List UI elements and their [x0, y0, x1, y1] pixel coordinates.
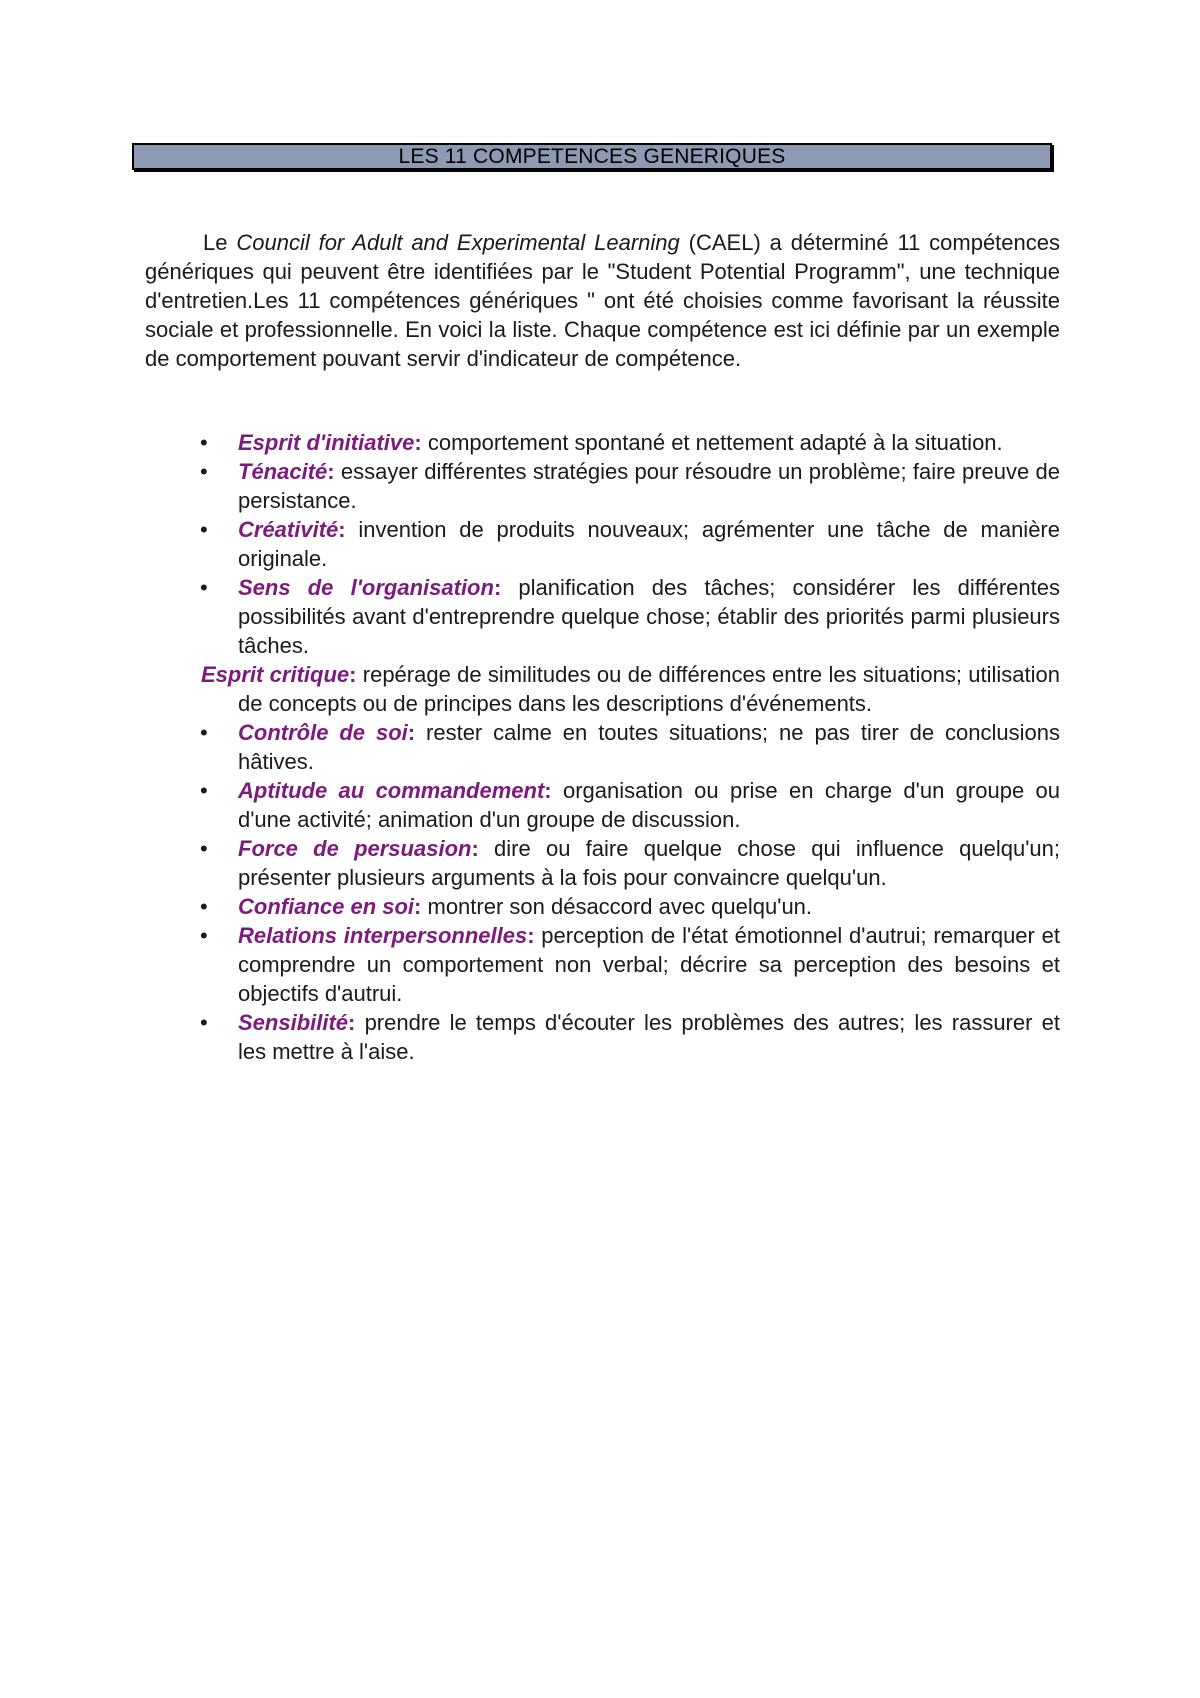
list-item-controle-soi: [145, 718, 1060, 776]
competence-definition: montrer son désaccord avec quelqu'un.: [421, 894, 813, 919]
competence-term: Contrôle de soi: [238, 720, 408, 745]
list-item-sensibilite: [145, 1008, 1060, 1066]
competence-term: Ténacité: [238, 459, 328, 484]
competence-colon: :: [471, 836, 479, 861]
competence-definition: dire ou faire quelque chose qui influence quelqu'un; présenter plusieurs arguments à la fois pour convaincre quelqu'un.: [238, 836, 1060, 890]
competence-term: Esprit critique: [201, 662, 350, 687]
competence-term: Relations interpersonnelles: [238, 923, 528, 948]
competence-colon: :: [407, 720, 416, 745]
competence-term: Créativité: [238, 517, 339, 542]
competence-definition: perception de l'état émotionnel d'autrui; remarquer et comprendre un comportement non verbal; décrire sa perception des besoins et objectifs d'autrui.: [238, 923, 1060, 1006]
competence-term: Sensibilité: [238, 1010, 349, 1035]
bullet-icon: •: [200, 720, 208, 745]
competence-colon: :: [493, 575, 502, 600]
competence-colon: :: [349, 662, 357, 687]
competence-colon: :: [348, 1010, 356, 1035]
bullet-icon: •: [200, 1010, 208, 1035]
competence-term: Confiance en soi: [238, 894, 415, 919]
title-banner: [132, 143, 1052, 170]
competence-definition: repérage de similitudes ou de différences entre les situations; utilisation de concepts ou de principes dans les descriptions d'événements.: [238, 662, 1060, 716]
bullet-icon: •: [200, 923, 208, 948]
bullet-icon: •: [200, 517, 208, 542]
competences-list: [145, 428, 1060, 1066]
intro-part-1: Le: [203, 230, 237, 255]
bullet-icon: •: [200, 778, 208, 803]
competence-definition: invention de produits nouveaux; agrémenter une tâche de manière originale.: [238, 517, 1060, 571]
list-item-esprit-initiative: [145, 428, 1060, 457]
list-item-force-persuasion: [145, 834, 1060, 892]
competence-colon: :: [527, 923, 535, 948]
competence-term: Aptitude au commandement: [238, 778, 545, 803]
organization-name: Council for Adult and Experimental Learning: [236, 230, 680, 255]
competence-colon: :: [327, 459, 335, 484]
bullet-icon: •: [200, 459, 208, 484]
competence-definition: organisation ou prise en charge d'un groupe ou d'une activité; animation d'un groupe de discussion.: [238, 778, 1060, 832]
bullet-icon: •: [200, 430, 208, 455]
competence-colon: :: [414, 430, 422, 455]
competence-term: Esprit d'initiative: [238, 430, 415, 455]
competence-term: Sens de l'organisation: [238, 575, 494, 600]
competence-definition: essayer différentes stratégies pour résoudre un problème; faire preuve de persistance.: [238, 459, 1060, 513]
intro-paragraph: [145, 228, 1060, 373]
competence-colon: :: [338, 517, 346, 542]
list-item-relations-interpersonnelles: [145, 921, 1060, 1008]
competence-colon: :: [544, 778, 552, 803]
bullet-icon: •: [200, 836, 208, 861]
document-title: LES 11 COMPETENCES GENERIQUES: [398, 144, 786, 168]
competence-definition: comportement spontané et nettement adapté à la situation.: [421, 430, 1003, 455]
list-item-tenacite: [145, 457, 1060, 515]
competence-colon: :: [414, 894, 422, 919]
list-item-sens-organisation: [145, 573, 1060, 660]
competence-definition: planification des tâches; considérer les différentes possibilités avant d'entreprendre quelque chose; établir des priorités parmi plusieurs tâches.: [238, 575, 1060, 658]
bullet-icon: •: [200, 894, 208, 919]
list-item-confiance-soi: [145, 892, 1060, 921]
competence-definition: prendre le temps d'écouter les problèmes des autres; les rassurer et les mettre à l'aise.: [238, 1010, 1060, 1064]
list-item-aptitude-commandement: [145, 776, 1060, 834]
competence-definition: rester calme en toutes situations; ne pas tirer de conclusions hâtives.: [238, 720, 1061, 774]
competence-term: Force de persuasion: [238, 836, 472, 861]
intro-part-2: (CAEL) a déterminé 11 compétences génériques qui peuvent être identifiées par le "Student Potential Programm", une technique d'entretien.Les 11 compétences génériques " ont été choisies comme favorisant la réussite sociale et professionnelle. En voici la liste. Chaque compétence est ici définie par un exemple de comportement pouvant servir d'indicateur de compétence.: [145, 230, 1060, 371]
list-item-esprit-critique: [145, 660, 1060, 718]
bullet-icon: •: [200, 575, 208, 600]
list-item-creativite: [145, 515, 1060, 573]
